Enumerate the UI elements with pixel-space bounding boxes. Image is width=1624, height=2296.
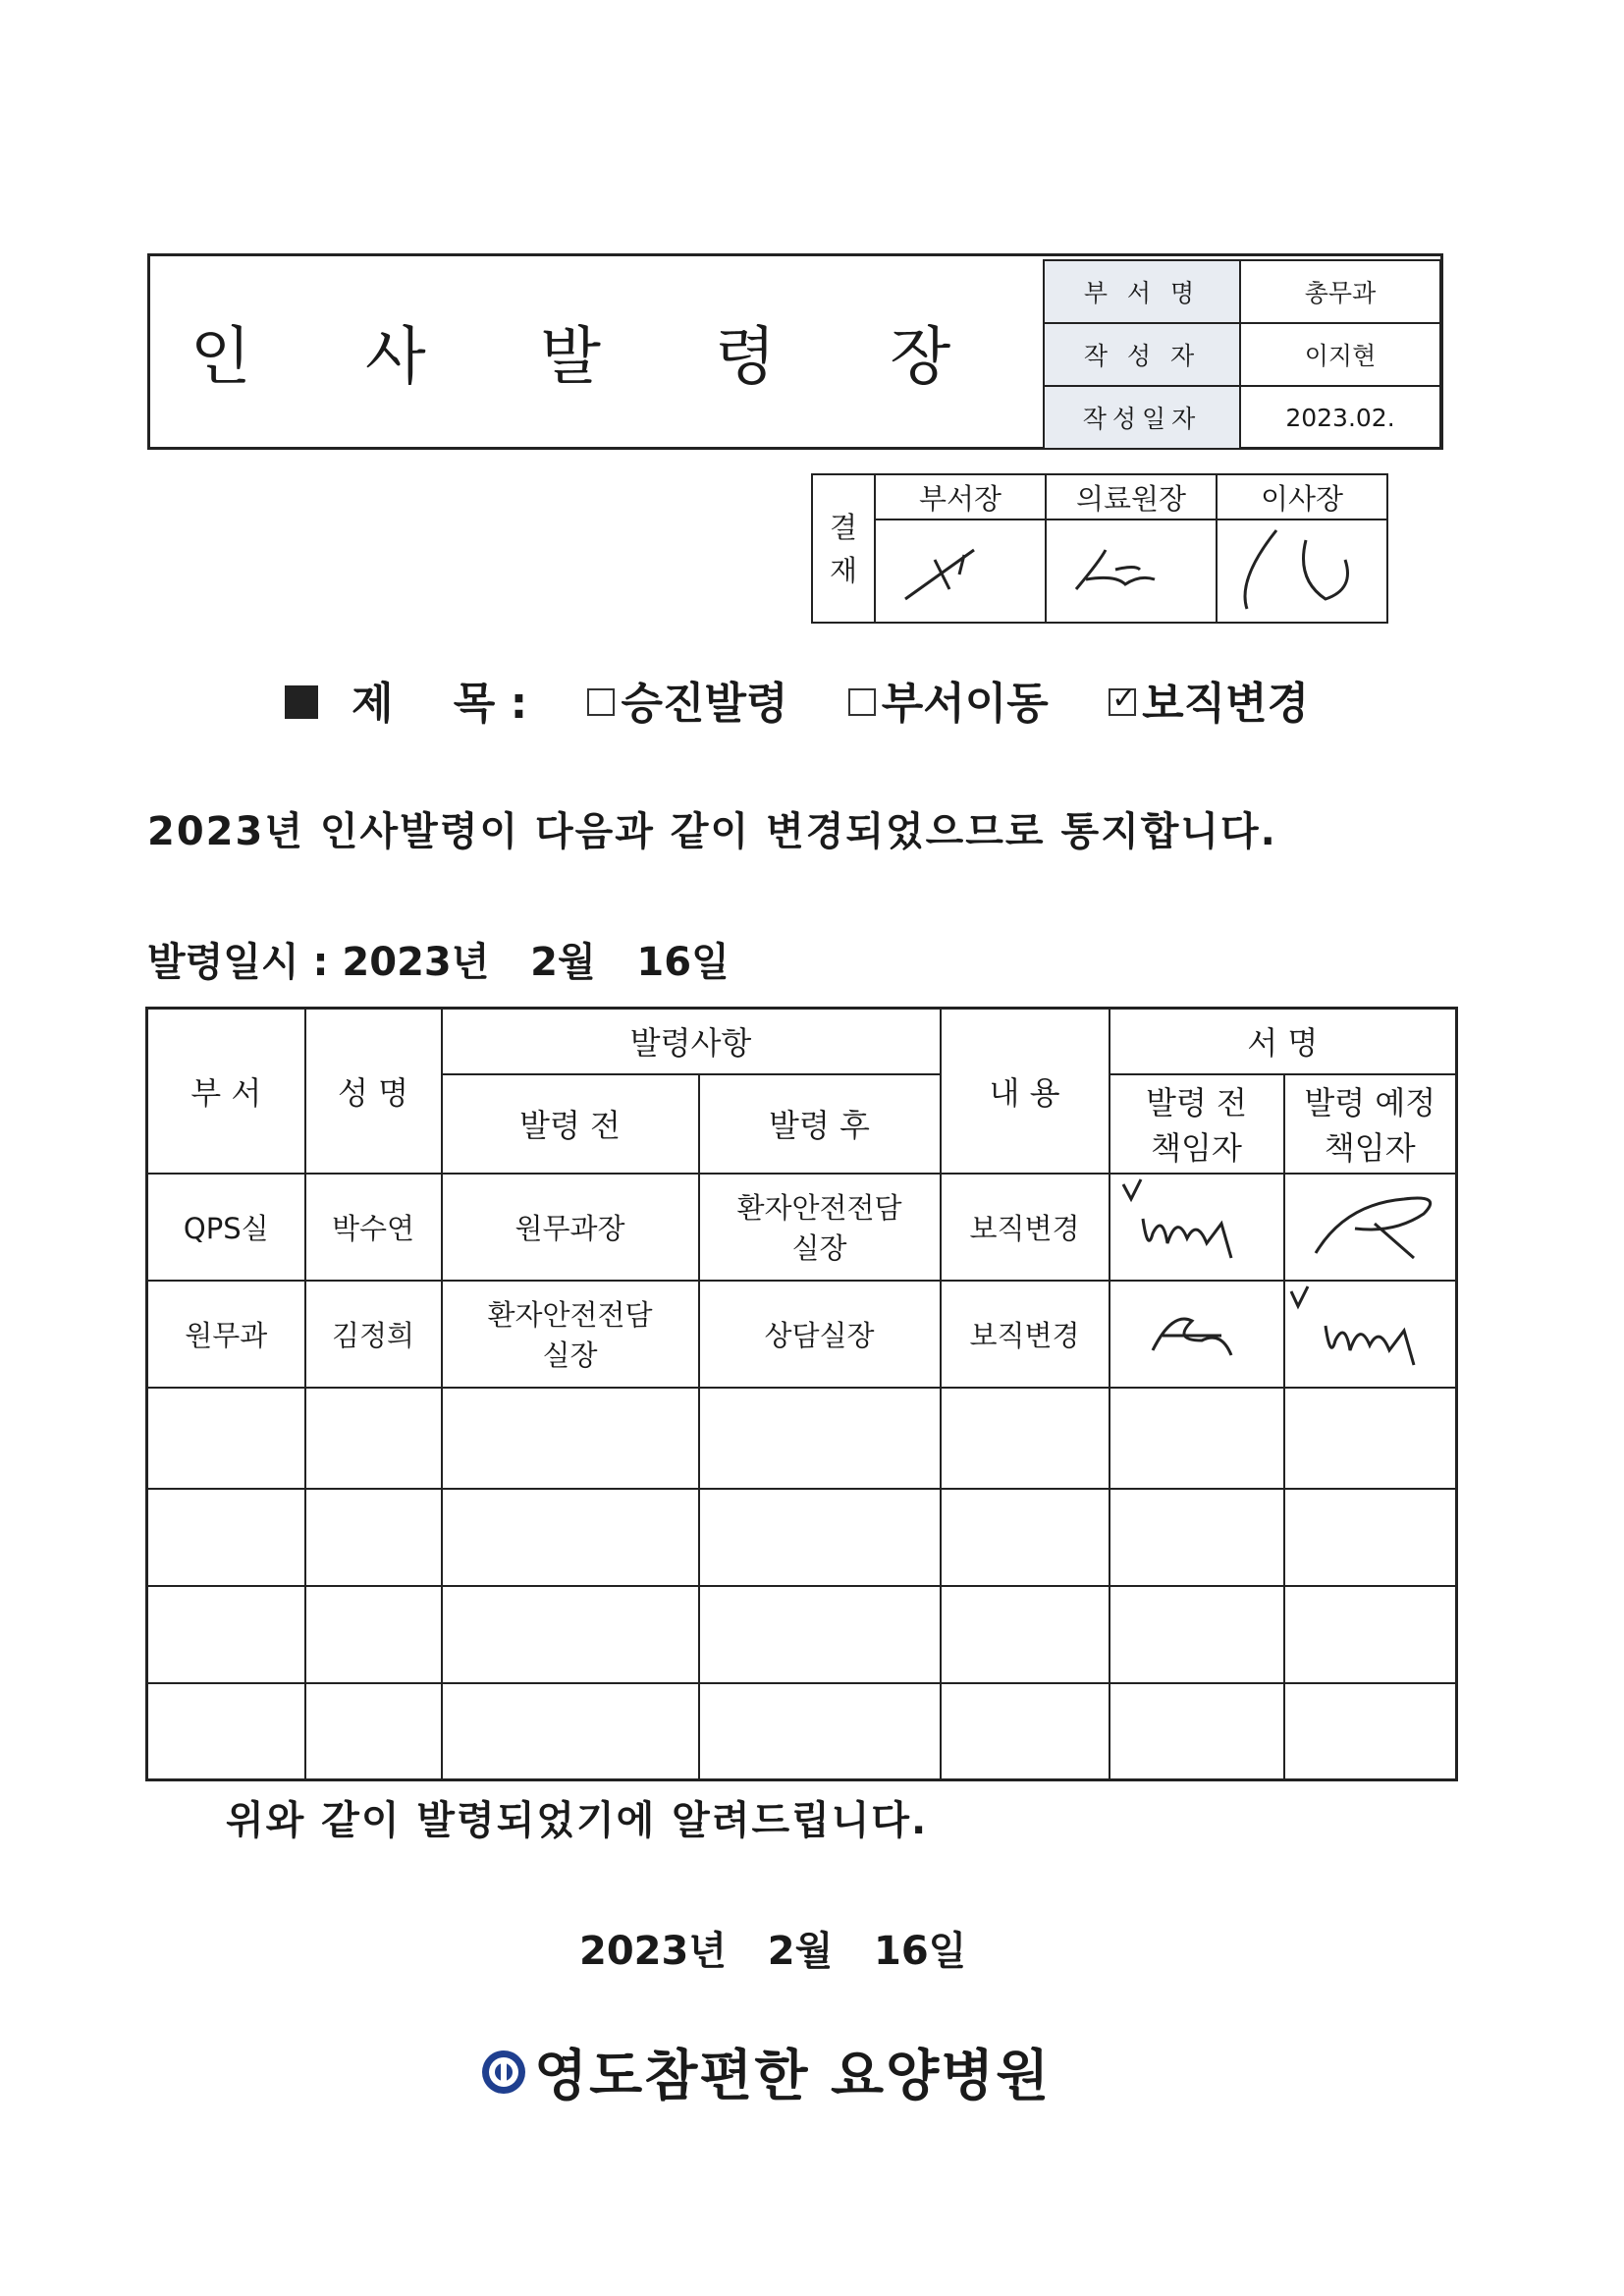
header-dept: 부 서: [147, 1009, 305, 1174]
checkbox-icon: [848, 688, 876, 716]
row-after: 환자안전전담 실장: [699, 1174, 941, 1281]
row-before: 원무과장: [442, 1174, 699, 1281]
approval-role-chairman: 이사장: [1217, 474, 1387, 519]
option-position-change[interactable]: ✓ 보직변경: [1109, 679, 1309, 729]
signature-cell: [1284, 1281, 1457, 1388]
header-sign-after: 발령 예정 책임자: [1284, 1074, 1457, 1174]
order-table: [145, 1007, 1458, 1781]
notice-text: 2023년 인사발령이 다음과 같이 변경되었으므로 통지합니다.: [147, 809, 1277, 854]
date-value: 2023.02.: [1240, 386, 1440, 449]
subject-line: [285, 668, 1309, 731]
row-dept: 원무과: [147, 1281, 305, 1388]
order-date: 발령일시 : 2023년 2월 16일: [147, 940, 730, 985]
checkbox-icon: [587, 688, 615, 716]
hospital-logo-icon: [479, 2048, 528, 2097]
square-bullet-icon: [285, 685, 318, 719]
header-content: 내 용: [941, 1009, 1110, 1174]
row-content: 보직변경: [941, 1281, 1110, 1388]
document-title: 인 사 발 령 장: [189, 321, 999, 394]
footer-date: 2023년 2월 16일: [579, 1929, 967, 1974]
hospital-name: 영도참편한 요양병원: [534, 2045, 1052, 2108]
header-before: 발령 전: [442, 1074, 699, 1174]
author-label: 작 성 자: [1044, 323, 1240, 386]
table-row: [147, 1281, 1457, 1388]
signature-cell: [1110, 1174, 1284, 1281]
table-row-empty: [147, 1586, 1457, 1683]
meta-table: [1043, 259, 1441, 450]
row-before: 환자안전전담 실장: [442, 1281, 699, 1388]
row-name: 박수연: [305, 1174, 442, 1281]
row-name: 김정희: [305, 1281, 442, 1388]
header-sign-before: 발령 전 책임자: [1110, 1074, 1284, 1174]
row-dept: QPS실: [147, 1174, 305, 1281]
signature-cell: [1284, 1174, 1457, 1281]
option-transfer[interactable]: 부서이동: [848, 679, 1049, 729]
dept-label: 부 서 명: [1044, 260, 1240, 323]
approval-role-medical-director: 의료원장: [1046, 474, 1217, 519]
table-row-empty: [147, 1683, 1457, 1780]
row-content: 보직변경: [941, 1174, 1110, 1281]
subject-label: 제 목 :: [352, 679, 528, 729]
approval-side-label: 결 재: [812, 474, 875, 623]
signature-dept-head: [875, 519, 1046, 623]
header-sign: 서 명: [1110, 1009, 1457, 1074]
checked-checkbox-icon: [1109, 688, 1136, 716]
option-promotion[interactable]: 승진발령: [587, 679, 787, 729]
signature-cell: [1110, 1281, 1284, 1388]
closing-text: 위와 같이 발령되었기에 알려드립니다.: [226, 1798, 929, 1843]
row-after: 상담실장: [699, 1281, 941, 1388]
signature-medical-director: [1046, 519, 1217, 623]
table-row-empty: [147, 1489, 1457, 1586]
header-name: 성 명: [305, 1009, 442, 1174]
approval-table: [811, 473, 1388, 624]
dept-value: 총무과: [1240, 260, 1440, 323]
hospital-signature: [479, 2033, 1051, 2111]
header-order: 발령사항: [442, 1009, 941, 1074]
author-value: 이지현: [1240, 323, 1440, 386]
date-label: 작성일자: [1044, 386, 1240, 449]
header-after: 발령 후: [699, 1074, 941, 1174]
table-row: [147, 1174, 1457, 1281]
table-row-empty: [147, 1388, 1457, 1489]
signature-chairman: [1217, 519, 1387, 623]
approval-role-dept-head: 부서장: [875, 474, 1046, 519]
